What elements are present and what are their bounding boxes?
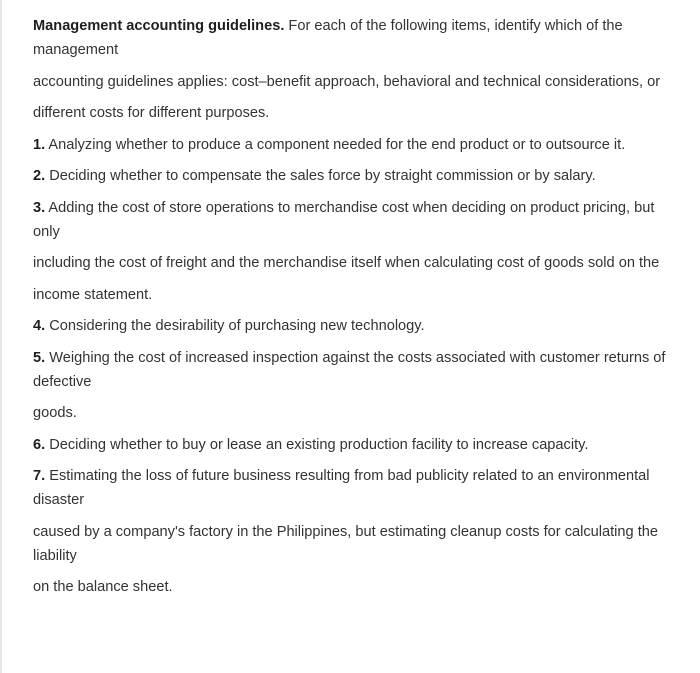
list-item	[33, 164, 683, 188]
list-item	[33, 433, 683, 457]
paragraph: different costs for different purposes.	[33, 105, 270, 121]
item-text: Weighing the cost of increased inspection against the costs associated with customer returns of defective	[33, 349, 666, 390]
list-item	[33, 346, 683, 394]
item-text: Adding the cost of store operations to merchandise cost when deciding on product pricing, but only	[33, 199, 655, 240]
list-item-continuation	[33, 283, 683, 307]
item-text: Analyzing whether to produce a component needed for the end product or to outsource it.	[45, 136, 626, 153]
item-text: income statement.	[33, 286, 153, 303]
list-item	[33, 196, 683, 244]
item-text: on the balance sheet.	[33, 579, 173, 595]
item-number: 3.	[33, 199, 46, 216]
item-text: including the cost of freight and the merchandise itself when calculating cost of goods sold on the	[33, 255, 660, 271]
item-number: 1.	[33, 136, 46, 153]
item-number: 6.	[33, 436, 46, 453]
item-text: Estimating the loss of future business resulting from bad publicity related to an environmental disaster	[33, 468, 650, 508]
list-item-continuation	[33, 575, 683, 599]
item-text: Deciding whether to compensate the sales force by straight commission or by salary.	[45, 168, 596, 184]
list-item	[33, 314, 683, 338]
left-border	[0, 0, 2, 673]
item-text: Considering the desirability of purchasing new technology.	[45, 318, 425, 334]
list-item-continuation	[33, 251, 683, 275]
item-text: goods.	[33, 405, 77, 421]
list-item-continuation	[33, 401, 683, 425]
item-text: Deciding whether to buy or lease an existing production facility to increase capacity.	[45, 436, 589, 453]
list-item-continuation	[33, 520, 683, 568]
item-number: 5.	[33, 349, 46, 366]
item-text: caused by a company's factory in the Philippines, but estimating cleanup costs for calculating the liability	[33, 523, 658, 564]
item-number: 2.	[33, 168, 46, 184]
item-number: 4.	[33, 318, 46, 334]
heading-text: For each of the following items, identify which of the management	[33, 18, 623, 58]
question-text	[33, 14, 683, 607]
question-heading	[33, 14, 683, 62]
paragraph: accounting guidelines applies: cost–benefit approach, behavioral and technical considerations, or	[33, 73, 661, 90]
heading-bold: Management accounting guidelines.	[33, 18, 285, 34]
list-item	[33, 464, 683, 512]
list-item	[33, 133, 683, 157]
item-number: 7.	[33, 468, 46, 484]
